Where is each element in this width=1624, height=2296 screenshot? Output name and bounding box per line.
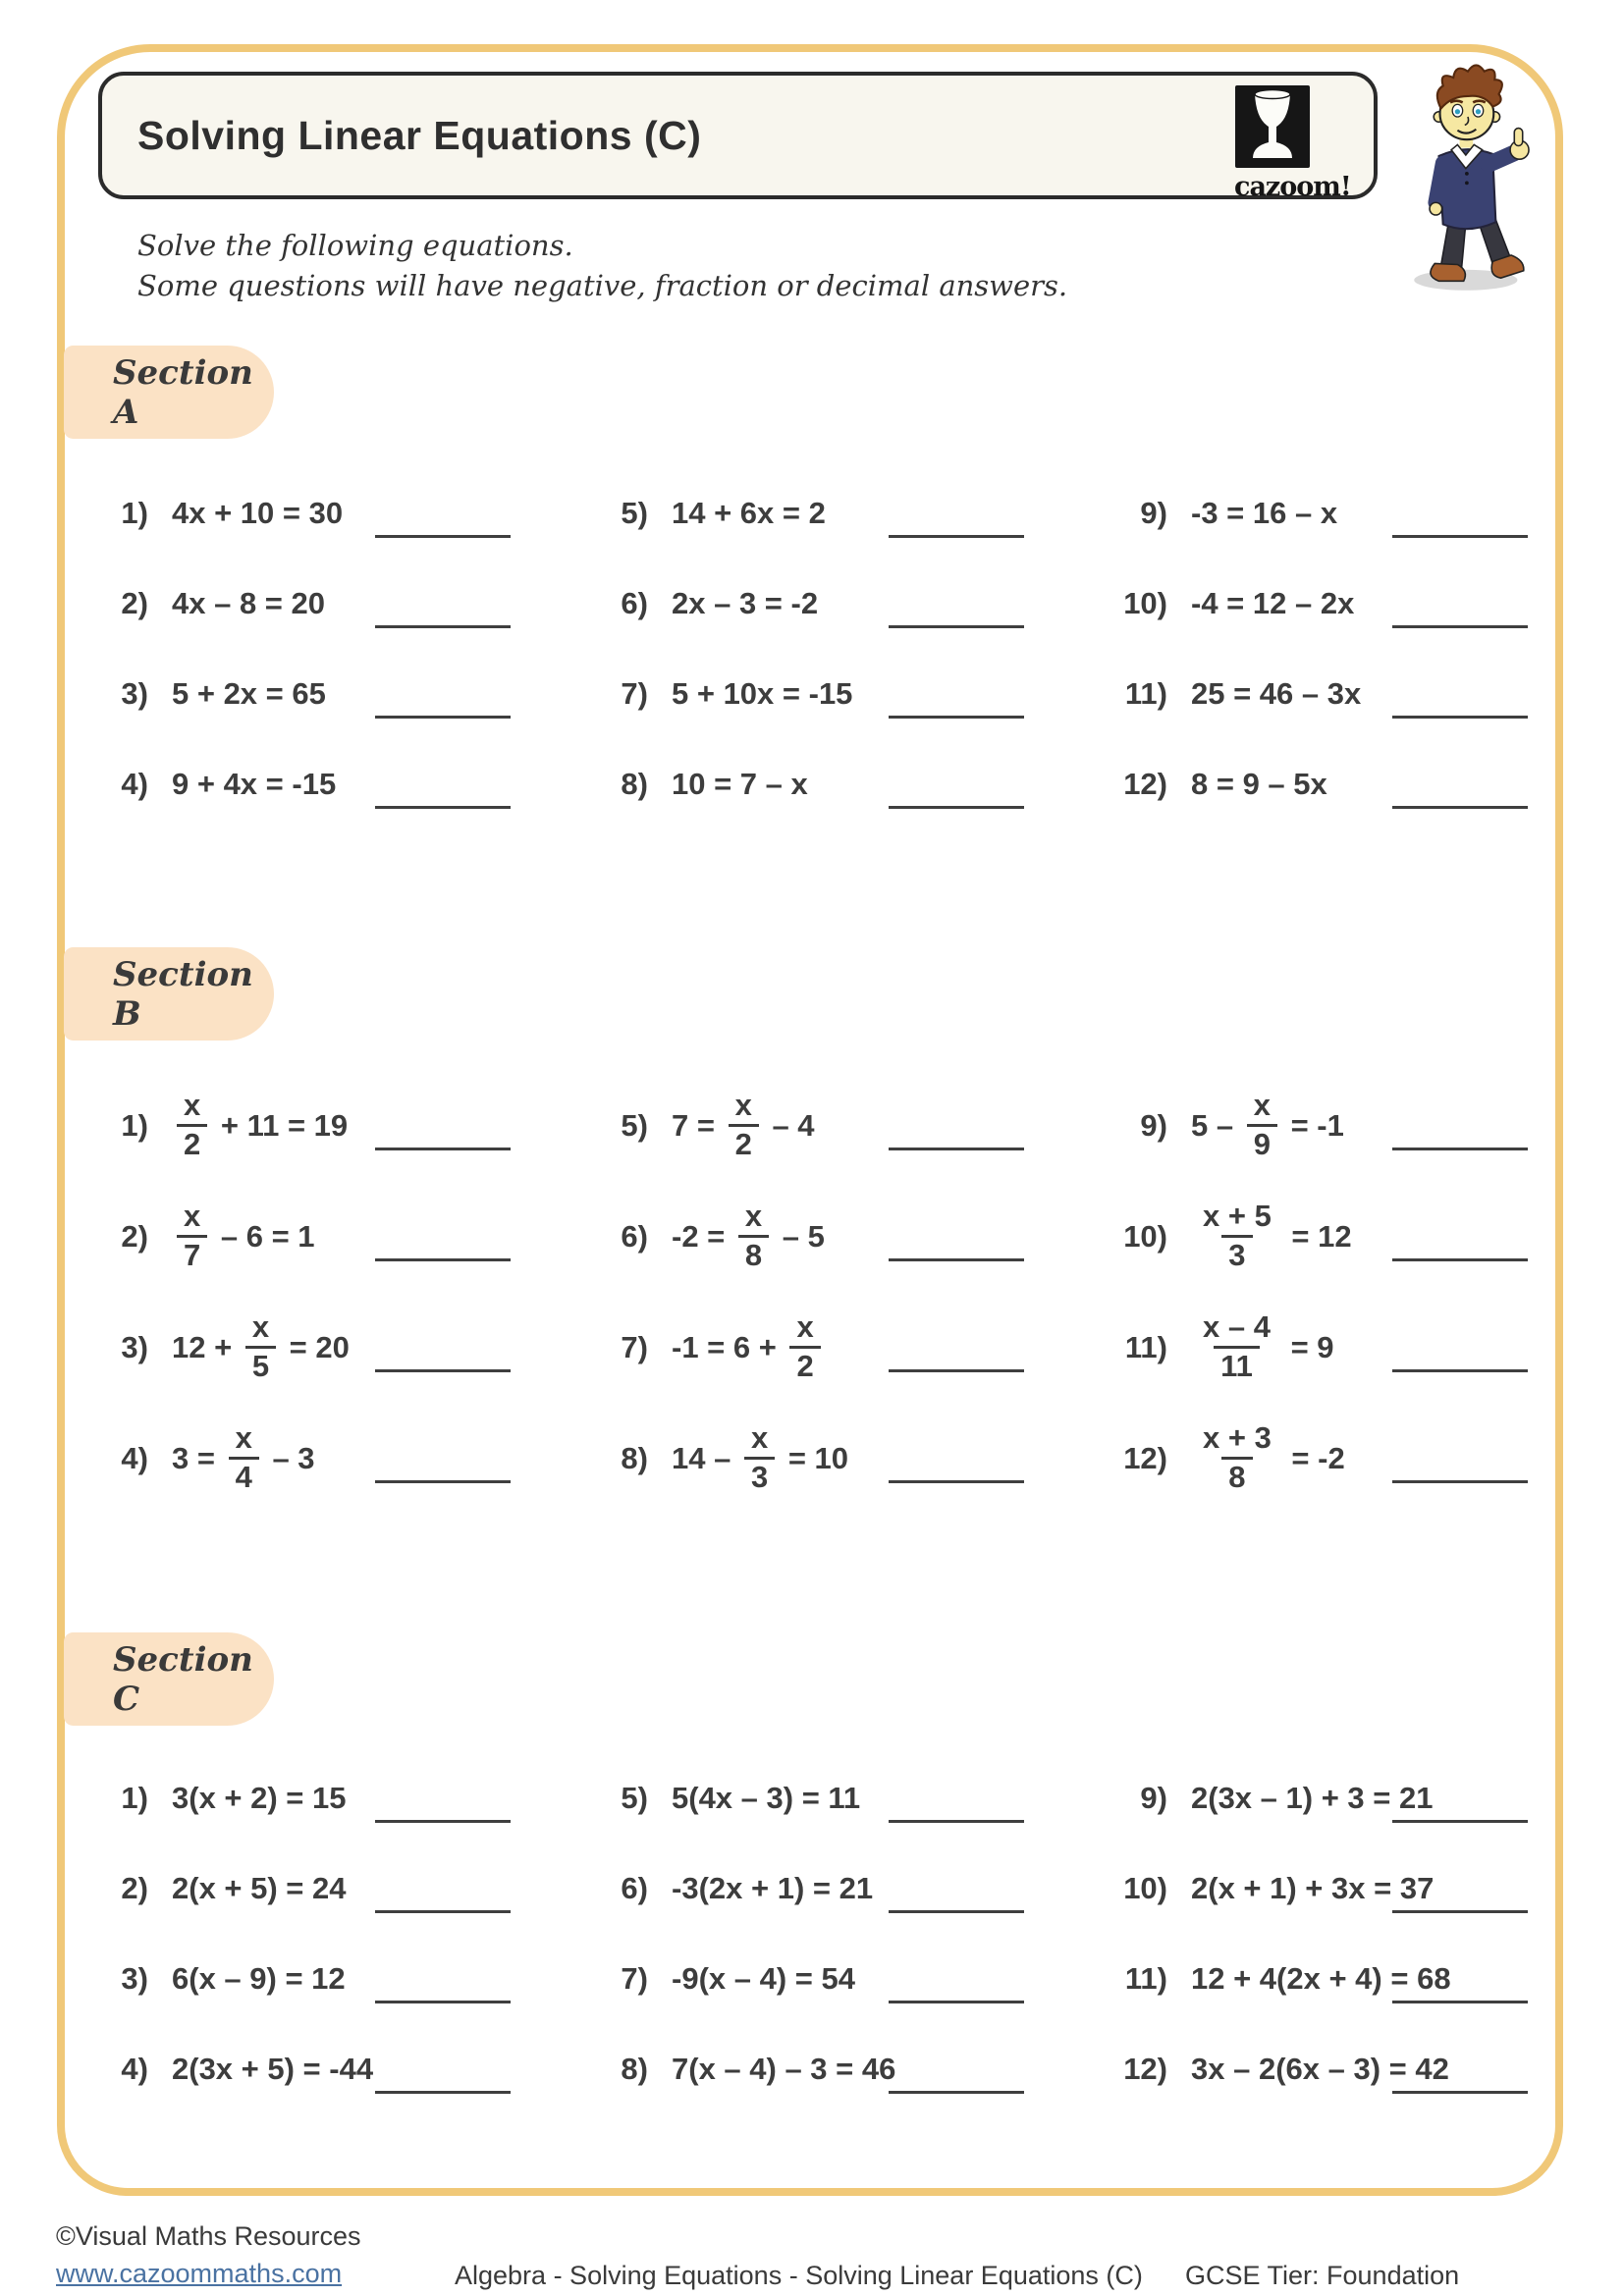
question-number: 7) xyxy=(621,1329,648,1364)
question-b-11 xyxy=(1056,1292,1542,1403)
question-number: 1) xyxy=(121,1107,148,1143)
question-b-6 xyxy=(569,1181,1056,1292)
logo-text: cazoom! xyxy=(1234,172,1351,202)
question-number: 11) xyxy=(1124,1329,1167,1364)
answer-blank[interactable] xyxy=(1392,625,1528,628)
equation: 2(x + 5) = 24 xyxy=(172,1871,347,1905)
question-number: 4) xyxy=(121,2052,148,2086)
equation: 2(x + 1) + 3x = 37 xyxy=(1191,1871,1435,1905)
question-number: 4) xyxy=(121,1440,148,1475)
question-b-1 xyxy=(83,1070,569,1181)
answer-blank[interactable] xyxy=(889,1820,1024,1823)
question-number: 4) xyxy=(121,767,148,801)
question-number: 10) xyxy=(1123,1871,1167,1905)
equation: -2 = $\frac{x}{8}$ – 5 xyxy=(672,1199,825,1272)
question-a-5 xyxy=(569,468,1056,559)
section-header-a: Section A xyxy=(64,346,274,439)
equation: 12 + $\frac{x}{5}$ = 20 xyxy=(172,1309,350,1383)
question-b-12 xyxy=(1056,1403,1542,1514)
question-b-2 xyxy=(83,1181,569,1292)
question-c-9 xyxy=(1056,1753,1542,1843)
question-c-6 xyxy=(569,1843,1056,1934)
equation: 10 = 7 – x xyxy=(672,767,808,801)
fraction: $\frac{x}{2}$ xyxy=(789,1311,820,1382)
answer-blank[interactable] xyxy=(1392,806,1528,809)
answer-blank[interactable] xyxy=(1392,2091,1528,2094)
fraction: $\frac{x}{9}$ xyxy=(1247,1090,1277,1160)
answer-blank[interactable] xyxy=(1392,2001,1528,2003)
question-a-9 xyxy=(1056,468,1542,559)
question-a-10 xyxy=(1056,559,1542,649)
section-header-c: Section C xyxy=(64,1632,274,1726)
equation: 4x + 10 = 30 xyxy=(172,496,344,530)
equation: 2(3x + 5) = -44 xyxy=(172,2052,374,2086)
question-c-7 xyxy=(569,1934,1056,2024)
equation: 14 + 6x = 2 xyxy=(672,496,826,530)
question-a-1 xyxy=(83,468,569,559)
instructions xyxy=(137,226,1067,306)
cazoom-logo xyxy=(1234,85,1351,202)
equation: 3(x + 2) = 15 xyxy=(172,1781,347,1815)
equation: 3x – 2(6x – 3) = 42 xyxy=(1191,2052,1449,2086)
equation: 2(3x – 1) + 3 = 21 xyxy=(1191,1781,1434,1815)
question-a-11 xyxy=(1056,649,1542,739)
answer-blank[interactable] xyxy=(375,1480,511,1483)
question-b-8 xyxy=(569,1403,1056,1514)
equation: -3(2x + 1) = 21 xyxy=(672,1871,874,1905)
question-b-9 xyxy=(1056,1070,1542,1181)
answer-blank[interactable] xyxy=(1392,535,1528,538)
question-number: 6) xyxy=(621,1871,648,1905)
footer-topic-path: Algebra - Solving Equations - Solving Linear Equations (C) xyxy=(455,2261,1143,2290)
question-c-4 xyxy=(83,2024,569,2114)
question-number: 8) xyxy=(621,767,648,801)
fraction: $\frac{x}{8}$ xyxy=(738,1201,769,1271)
question-number: 11) xyxy=(1124,1961,1167,1996)
fraction: $\frac{x + 5}{3}$ xyxy=(1203,1199,1272,1272)
answer-blank[interactable] xyxy=(889,716,1024,719)
answer-blank[interactable] xyxy=(889,2091,1024,2094)
fraction: $\frac{x}{2}$ xyxy=(729,1090,759,1160)
equation: 7 = $\frac{x}{2}$ – 4 xyxy=(672,1088,815,1161)
answer-blank[interactable] xyxy=(889,1480,1024,1483)
footer-website-link[interactable]: www.cazoommaths.com xyxy=(56,2259,343,2288)
question-c-5 xyxy=(569,1753,1056,1843)
question-c-12 xyxy=(1056,2024,1542,2114)
section-b-questions xyxy=(83,1070,1542,1514)
equation: 4x – 8 = 20 xyxy=(172,586,325,620)
question-c-11 xyxy=(1056,1934,1542,2024)
answer-blank[interactable] xyxy=(375,1369,511,1372)
answer-blank[interactable] xyxy=(375,1910,511,1913)
question-a-6 xyxy=(569,559,1056,649)
fraction: $\frac{x}{5}$ xyxy=(245,1311,276,1382)
equation: $\frac{x}{7}$ – 6 = 1 xyxy=(172,1201,315,1271)
question-number: 1) xyxy=(121,496,148,530)
section-c-questions xyxy=(83,1753,1542,2114)
question-c-10 xyxy=(1056,1843,1542,1934)
footer-tier-label: GCSE Tier: Foundation xyxy=(1185,2261,1460,2290)
question-b-3 xyxy=(83,1292,569,1403)
equation: 5 + 10x = -15 xyxy=(672,676,853,711)
question-number: 12) xyxy=(1123,1440,1167,1475)
fraction: $\frac{x - 4}{11}$ xyxy=(1203,1309,1271,1383)
question-number: 5) xyxy=(621,496,648,530)
equation: 5 + 2x = 65 xyxy=(172,676,326,711)
question-number: 8) xyxy=(621,2052,648,2086)
instructions-line-2: Some questions will have negative, fraction or decimal answers. xyxy=(137,269,1068,303)
equation: -9(x – 4) = 54 xyxy=(672,1961,855,1996)
question-number: 9) xyxy=(1140,1781,1167,1815)
answer-blank[interactable] xyxy=(889,1910,1024,1913)
fraction: $\frac{x}{7}$ xyxy=(177,1201,207,1271)
page-title: Solving Linear Equations (C) xyxy=(137,112,702,158)
question-number: 2) xyxy=(121,586,148,620)
answer-blank[interactable] xyxy=(889,1258,1024,1261)
equation: 7(x – 4) – 3 = 46 xyxy=(672,2052,896,2086)
answer-blank[interactable] xyxy=(1392,716,1528,719)
answer-blank[interactable] xyxy=(889,2001,1024,2003)
question-a-4 xyxy=(83,739,569,829)
question-b-10 xyxy=(1056,1181,1542,1292)
question-number: 6) xyxy=(621,1218,648,1254)
question-a-3 xyxy=(83,649,569,739)
answer-blank[interactable] xyxy=(1392,1480,1528,1483)
question-number: 3) xyxy=(121,1961,148,1996)
answer-blank[interactable] xyxy=(889,1148,1024,1150)
equation: $\frac{x - 4}{11}$ = 9 xyxy=(1191,1311,1334,1382)
answer-blank[interactable] xyxy=(375,2001,511,2003)
question-number: 3) xyxy=(121,676,148,711)
question-number: 10) xyxy=(1123,1218,1167,1254)
equation: 2x – 3 = -2 xyxy=(672,586,819,620)
answer-blank[interactable] xyxy=(375,535,511,538)
answer-blank[interactable] xyxy=(1392,1148,1528,1150)
footer-copyright: ©Visual Maths Resources xyxy=(56,2221,361,2251)
fraction: $\frac{x}{4}$ xyxy=(229,1422,259,1493)
title-box xyxy=(98,72,1378,202)
instructions-line-1: Solve the following equations. xyxy=(137,229,573,262)
answer-blank[interactable] xyxy=(375,2091,511,2094)
answer-blank[interactable] xyxy=(375,625,511,628)
answer-blank[interactable] xyxy=(1392,1258,1528,1261)
answer-blank[interactable] xyxy=(1392,1820,1528,1823)
question-number: 7) xyxy=(621,1961,648,1996)
boy-thumbs-up-mascot-illustration xyxy=(1392,57,1545,294)
equation: 8 = 9 – 5x xyxy=(1191,767,1327,801)
equation: 9 + 4x = -15 xyxy=(172,767,337,801)
fraction: $\frac{x}{3}$ xyxy=(744,1422,775,1493)
question-number: 7) xyxy=(621,676,648,711)
question-a-12 xyxy=(1056,739,1542,829)
answer-blank[interactable] xyxy=(375,716,511,719)
question-number: 12) xyxy=(1123,2052,1167,2086)
question-number: 12) xyxy=(1123,767,1167,801)
equation: 25 = 46 – 3x xyxy=(1191,676,1362,711)
answer-blank[interactable] xyxy=(889,535,1024,538)
equation: 6(x – 9) = 12 xyxy=(172,1961,346,1996)
equation: 3 = $\frac{x}{4}$ – 3 xyxy=(172,1420,315,1494)
equation: 12 + 4(2x + 4) = 68 xyxy=(1191,1961,1451,1996)
question-number: 6) xyxy=(621,586,648,620)
question-number: 9) xyxy=(1140,1107,1167,1143)
answer-blank[interactable] xyxy=(375,806,511,809)
question-c-2 xyxy=(83,1843,569,1934)
answer-blank[interactable] xyxy=(889,1369,1024,1372)
question-b-5 xyxy=(569,1070,1056,1181)
goblet-icon xyxy=(1234,85,1311,168)
answer-blank[interactable] xyxy=(889,806,1024,809)
question-number: 1) xyxy=(121,1781,148,1815)
question-number: 3) xyxy=(121,1329,148,1364)
equation: 14 – $\frac{x}{3}$ = 10 xyxy=(672,1420,849,1494)
question-number: 2) xyxy=(121,1218,148,1254)
equation: $\frac{x + 5}{3}$ = 12 xyxy=(1191,1201,1352,1271)
question-a-7 xyxy=(569,649,1056,739)
question-c-8 xyxy=(569,2024,1056,2114)
equation: $\frac{x}{2}$ + 11 = 19 xyxy=(172,1090,348,1160)
answer-blank[interactable] xyxy=(1392,1369,1528,1372)
question-b-4 xyxy=(83,1403,569,1514)
equation: -3 = 16 – x xyxy=(1191,496,1338,530)
equation: -1 = 6 + $\frac{x}{2}$ xyxy=(672,1311,826,1382)
question-number: 11) xyxy=(1124,676,1167,711)
fraction: $\frac{x}{2}$ xyxy=(177,1090,207,1160)
fraction: $\frac{x + 3}{8}$ xyxy=(1203,1420,1272,1494)
section-header-b: Section B xyxy=(64,947,274,1041)
answer-blank[interactable] xyxy=(889,625,1024,628)
question-number: 9) xyxy=(1140,496,1167,530)
question-c-3 xyxy=(83,1934,569,2024)
equation: $\frac{x + 3}{8}$ = -2 xyxy=(1191,1422,1345,1493)
answer-blank[interactable] xyxy=(375,1820,511,1823)
question-a-2 xyxy=(83,559,569,649)
question-number: 10) xyxy=(1123,586,1167,620)
section-a-questions xyxy=(83,468,1542,829)
question-number: 5) xyxy=(621,1107,648,1143)
equation: 5(4x – 3) = 11 xyxy=(672,1781,861,1815)
question-number: 5) xyxy=(621,1781,648,1815)
answer-blank[interactable] xyxy=(375,1148,511,1150)
equation: -4 = 12 – 2x xyxy=(1191,586,1355,620)
question-b-7 xyxy=(569,1292,1056,1403)
question-c-1 xyxy=(83,1753,569,1843)
equation: 5 – $\frac{x}{9}$ = -1 xyxy=(1191,1088,1344,1161)
question-a-8 xyxy=(569,739,1056,829)
answer-blank[interactable] xyxy=(375,1258,511,1261)
answer-blank[interactable] xyxy=(1392,1910,1528,1913)
question-number: 8) xyxy=(621,1440,648,1475)
question-number: 2) xyxy=(121,1871,148,1905)
